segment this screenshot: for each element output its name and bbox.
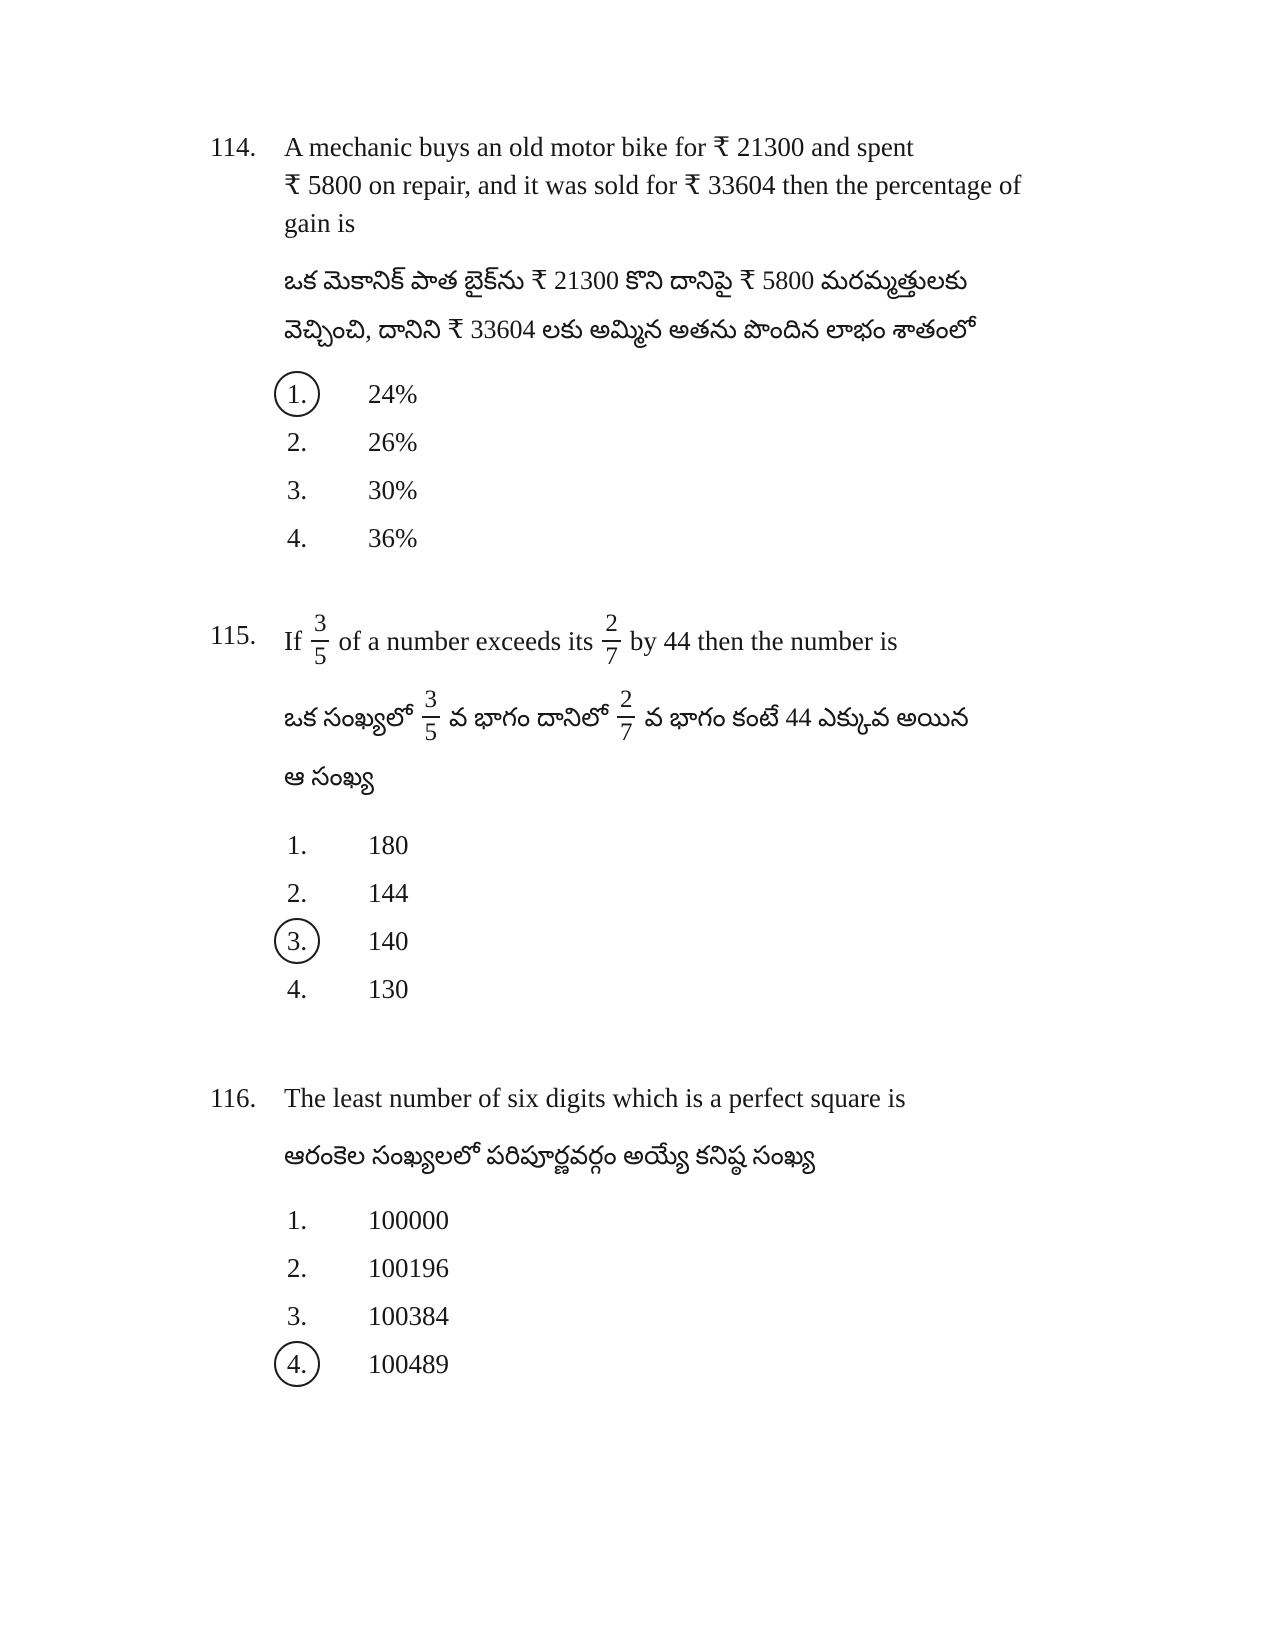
question-115-telugu-pre: ఒక సంఖ్యలో: [284, 702, 413, 732]
fraction-denominator: 5: [422, 716, 441, 748]
fraction-numerator: 2: [605, 610, 618, 638]
option-row-115-2: [284, 869, 1040, 917]
question-114-english-line-3: gain is: [284, 208, 356, 238]
option-marker: 2.: [286, 1252, 308, 1283]
questions-area: [210, 128, 1040, 1388]
fraction-two-sevenths: [602, 610, 621, 672]
question-115-english-post: by 44 then the number is: [629, 626, 898, 656]
option-marker: 4.: [286, 522, 308, 553]
question-116: [210, 1079, 1040, 1388]
question-114-telugu-line-1: ఒక మెకానిక్ పాత బైక్‌ను ₹ 21300 కొని దానిపై ₹ 5800 మరమ్మత్తులకు: [284, 266, 968, 295]
option-marker-answer-circle: 4.: [274, 1341, 320, 1387]
question-114: [210, 128, 1040, 562]
option-marker-answer-circle: 1.: [274, 371, 320, 417]
option-marker: 3.: [286, 1300, 308, 1331]
option-row-116-1: [284, 1196, 1040, 1244]
option-row-114-1: [284, 370, 1040, 418]
fraction-denominator: 7: [617, 716, 636, 748]
option-marker: 2.: [286, 426, 308, 457]
fraction-numerator: 2: [619, 686, 633, 714]
question-114-telugu-line-2: వెచ్చించి, దానిని ₹ 33604 లకు అమ్మిన అతను పొందిన లాభం శాతంలో: [284, 315, 976, 344]
question-115-telugu-line-2: ఆ సంఖ్య: [284, 762, 374, 791]
fraction-denominator: 5: [311, 640, 330, 672]
option-row-115-4: [284, 965, 1040, 1013]
question-116-telugu-text: [284, 1131, 1040, 1180]
question-115-telugu-mid: వ భాగం దానిలో: [449, 702, 608, 732]
option-value: 26%: [368, 426, 418, 457]
fraction-three-fifths: [422, 686, 441, 748]
option-value: 100000: [368, 1204, 449, 1235]
option-row-114-3: [284, 466, 1040, 514]
question-116-telugu-line-1: ఆరంకెల సంఖ్యలలో పరిపూర్ణవర్గం అయ్యే కనిష్ఠ సంఖ్య: [284, 1141, 816, 1170]
option-value: 140: [368, 925, 409, 956]
option-value: 100489: [368, 1348, 449, 1379]
question-115-english-pre: If: [284, 626, 302, 656]
option-row-114-4: [284, 514, 1040, 562]
question-114-number: 114.: [210, 132, 257, 162]
question-115: [210, 610, 1040, 1013]
question-114-telugu-text: [284, 256, 1040, 354]
question-116-body: [284, 1079, 1040, 1388]
question-114-body: [284, 128, 1040, 562]
option-value: 180: [368, 829, 409, 860]
fraction-two-sevenths: [617, 686, 636, 748]
question-116-number: 116.: [210, 1083, 257, 1113]
question-115-english: [284, 606, 1040, 676]
fraction-numerator: 3: [313, 610, 327, 638]
option-marker: 1.: [286, 829, 308, 860]
option-marker: 2.: [286, 877, 308, 908]
question-114-english-line-2: ₹ 5800 on repair, and it was sold for ₹ 33604 then the percentage of: [284, 170, 1022, 200]
question-116-options: [284, 1196, 1040, 1388]
option-row-116-2: [284, 1244, 1040, 1292]
question-115-number: 115.: [210, 620, 257, 650]
option-value: 36%: [368, 522, 418, 553]
question-115-options: [284, 821, 1040, 1013]
option-value: 144: [368, 877, 409, 908]
fraction-numerator: 3: [424, 686, 438, 714]
fraction-three-fifths: [311, 610, 330, 672]
option-value: 100196: [368, 1252, 449, 1283]
question-115-telugu-post: వ భాగం కంటే 44 ఎక్కువ అయిన: [644, 702, 969, 732]
option-value: 130: [368, 973, 409, 1004]
option-row-115-3: [284, 917, 1040, 965]
option-row-116-4: [284, 1340, 1040, 1388]
option-row-115-1: [284, 821, 1040, 869]
question-114-english-line-1: A mechanic buys an old motor bike for ₹ 21300 and spent: [284, 132, 914, 162]
option-marker-answer-circle: 3.: [274, 918, 320, 964]
option-row-114-2: [284, 418, 1040, 466]
option-marker: 3.: [286, 474, 308, 505]
option-value: 24%: [368, 378, 418, 409]
option-row-116-3: [284, 1292, 1040, 1340]
option-value: 30%: [368, 474, 418, 505]
option-marker: 1.: [286, 1204, 308, 1235]
question-115-telugu: [284, 682, 1040, 752]
question-116-english-line-1: The least number of six digits which is a perfect square is: [284, 1083, 906, 1113]
fraction-denominator: 7: [602, 640, 621, 672]
option-marker: 4.: [286, 973, 308, 1004]
question-115-english-mid: of a number exceeds its: [338, 626, 594, 656]
option-value: 100384: [368, 1300, 449, 1331]
question-115-body: [284, 610, 1040, 1013]
question-114-options: [284, 370, 1040, 562]
